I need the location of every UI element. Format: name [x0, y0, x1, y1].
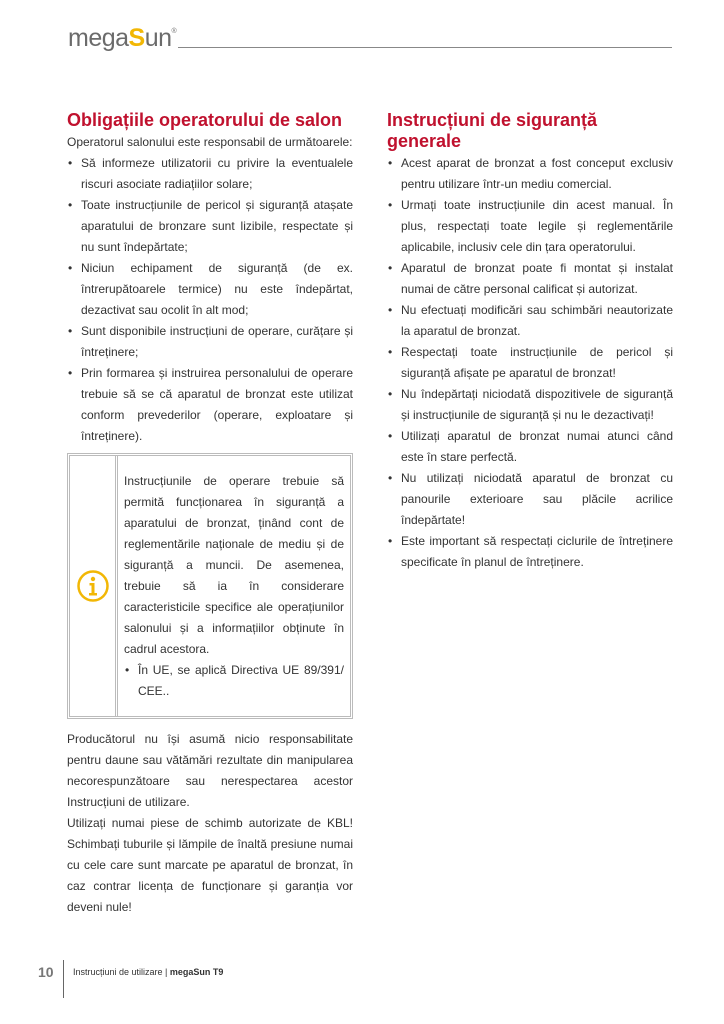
- intro-text: Operatorul salonului este responsabil de următoarele:: [67, 135, 353, 149]
- list-item: • Acest aparat de bronzat a fost conceput exclusiv pentru utilizare într-un mediu comercial.: [387, 153, 673, 195]
- footer-product: megaSun T9: [169, 967, 224, 977]
- list-item: • Nu utilizați niciodată aparatul de bronzat cu panourile exterioare sau plăcile acrilice îndepărtate!: [387, 468, 673, 531]
- list-item: • Este important să respectați ciclurile de întreținere specificate în planul de întreținere.: [387, 531, 673, 573]
- left-column: [67, 110, 353, 918]
- safety-instructions-list: [387, 153, 673, 573]
- page-number: 10: [38, 964, 54, 980]
- note-bullet: • În UE, se aplică Directiva UE 89/391/ CEE..: [124, 660, 344, 702]
- logo-s: S: [128, 24, 145, 52]
- list-item: • Să informeze utilizatorii cu privire la eventualele riscuri asociate radiațiilor solare;: [67, 153, 353, 195]
- list-item: • Prin formarea și instruirea personalului de operare trebuie să se că aparatul de bronzat este utilizat conform prevederilor (operare, exploatare și întreținere).: [67, 363, 353, 447]
- list-item: • Nu îndepărtați niciodată dispozitivele de siguranță și instrucțiunile de siguranță și nu le dezactivați!: [387, 384, 673, 426]
- spare-parts-paragraph: Utilizați numai piese de schimb autorizate de KBL! Schimbați tuburile și lămpile de înaltă presiune numai cu cele care sunt marcate pe aparatul de bronzat, în caz contrar licența de funcționare și garanția vor deveni nule!: [67, 816, 353, 914]
- logo-text: mega: [68, 24, 129, 52]
- list-item: • Sunt disponibile instrucțiuni de operare, curățare și întreținere;: [67, 321, 353, 363]
- right-column: [387, 110, 673, 573]
- list-item: • Niciun echipament de siguranță (de ex. întrerupătoarele termice) nu este îndepărtat, dezactivat sau ocolit în alt mod;: [67, 258, 353, 321]
- operator-duties-list: [67, 153, 353, 447]
- liability-paragraph: Producătorul nu își asumă nicio responsabilitate pentru daune sau vătămări rezultate din manipularea necorespunzătoare sau nerespectarea acestor Instrucțiuni de utilizare.: [67, 732, 353, 809]
- list-item: • Aparatul de bronzat poate fi montat și instalat numai de către personal calificat și autorizat.: [387, 258, 673, 300]
- logo-text-suffix: un: [144, 24, 172, 52]
- info-icon: [70, 456, 118, 716]
- header-rule: [178, 47, 672, 48]
- list-item: • Respectați toate instrucțiunile de pericol și siguranță afișate pe aparatul de bronzat!: [387, 342, 673, 384]
- footer-text: [73, 967, 223, 977]
- list-item: • Toate instrucțiunile de pericol și siguranță atașate aparatului de bronzare sunt lizibile, respectate și nu sunt îndepărtate;: [67, 195, 353, 258]
- megasun-logo: [68, 24, 176, 53]
- note-text: Instrucțiunile de operare trebuie să permită funcționarea în siguranță a aparatului de bronzat, ținând cont de reglementările naționale de mediu și de siguranță a muncii. De asemenea, trebuie să ia în considerare caracteristicile specifice ale operațiunilor salonului și a informațiilor obținute în cadrul acestora.: [124, 473, 344, 656]
- list-item: • Urmați toate instrucțiunile din acest manual. În plus, respectați toate legile și reglementările aplicabile, inclusiv cele din țara operatorului.: [387, 195, 673, 258]
- list-item: • Utilizați aparatul de bronzat numai atunci când este în stare perfectă.: [387, 426, 673, 468]
- section-title: Instrucțiuni de siguranță generale: [387, 110, 598, 151]
- footer-divider: [63, 960, 64, 998]
- logo-registered: ®: [171, 27, 177, 35]
- footer-doc-title: Instrucțiuni de utilizare |: [73, 967, 170, 977]
- info-note-box: [67, 453, 353, 719]
- section-title: Obligațiile operatorului de salon: [67, 110, 343, 130]
- list-item: • Nu efectuați modificări sau schimbări neautorizate la aparatul de bronzat.: [387, 300, 673, 342]
